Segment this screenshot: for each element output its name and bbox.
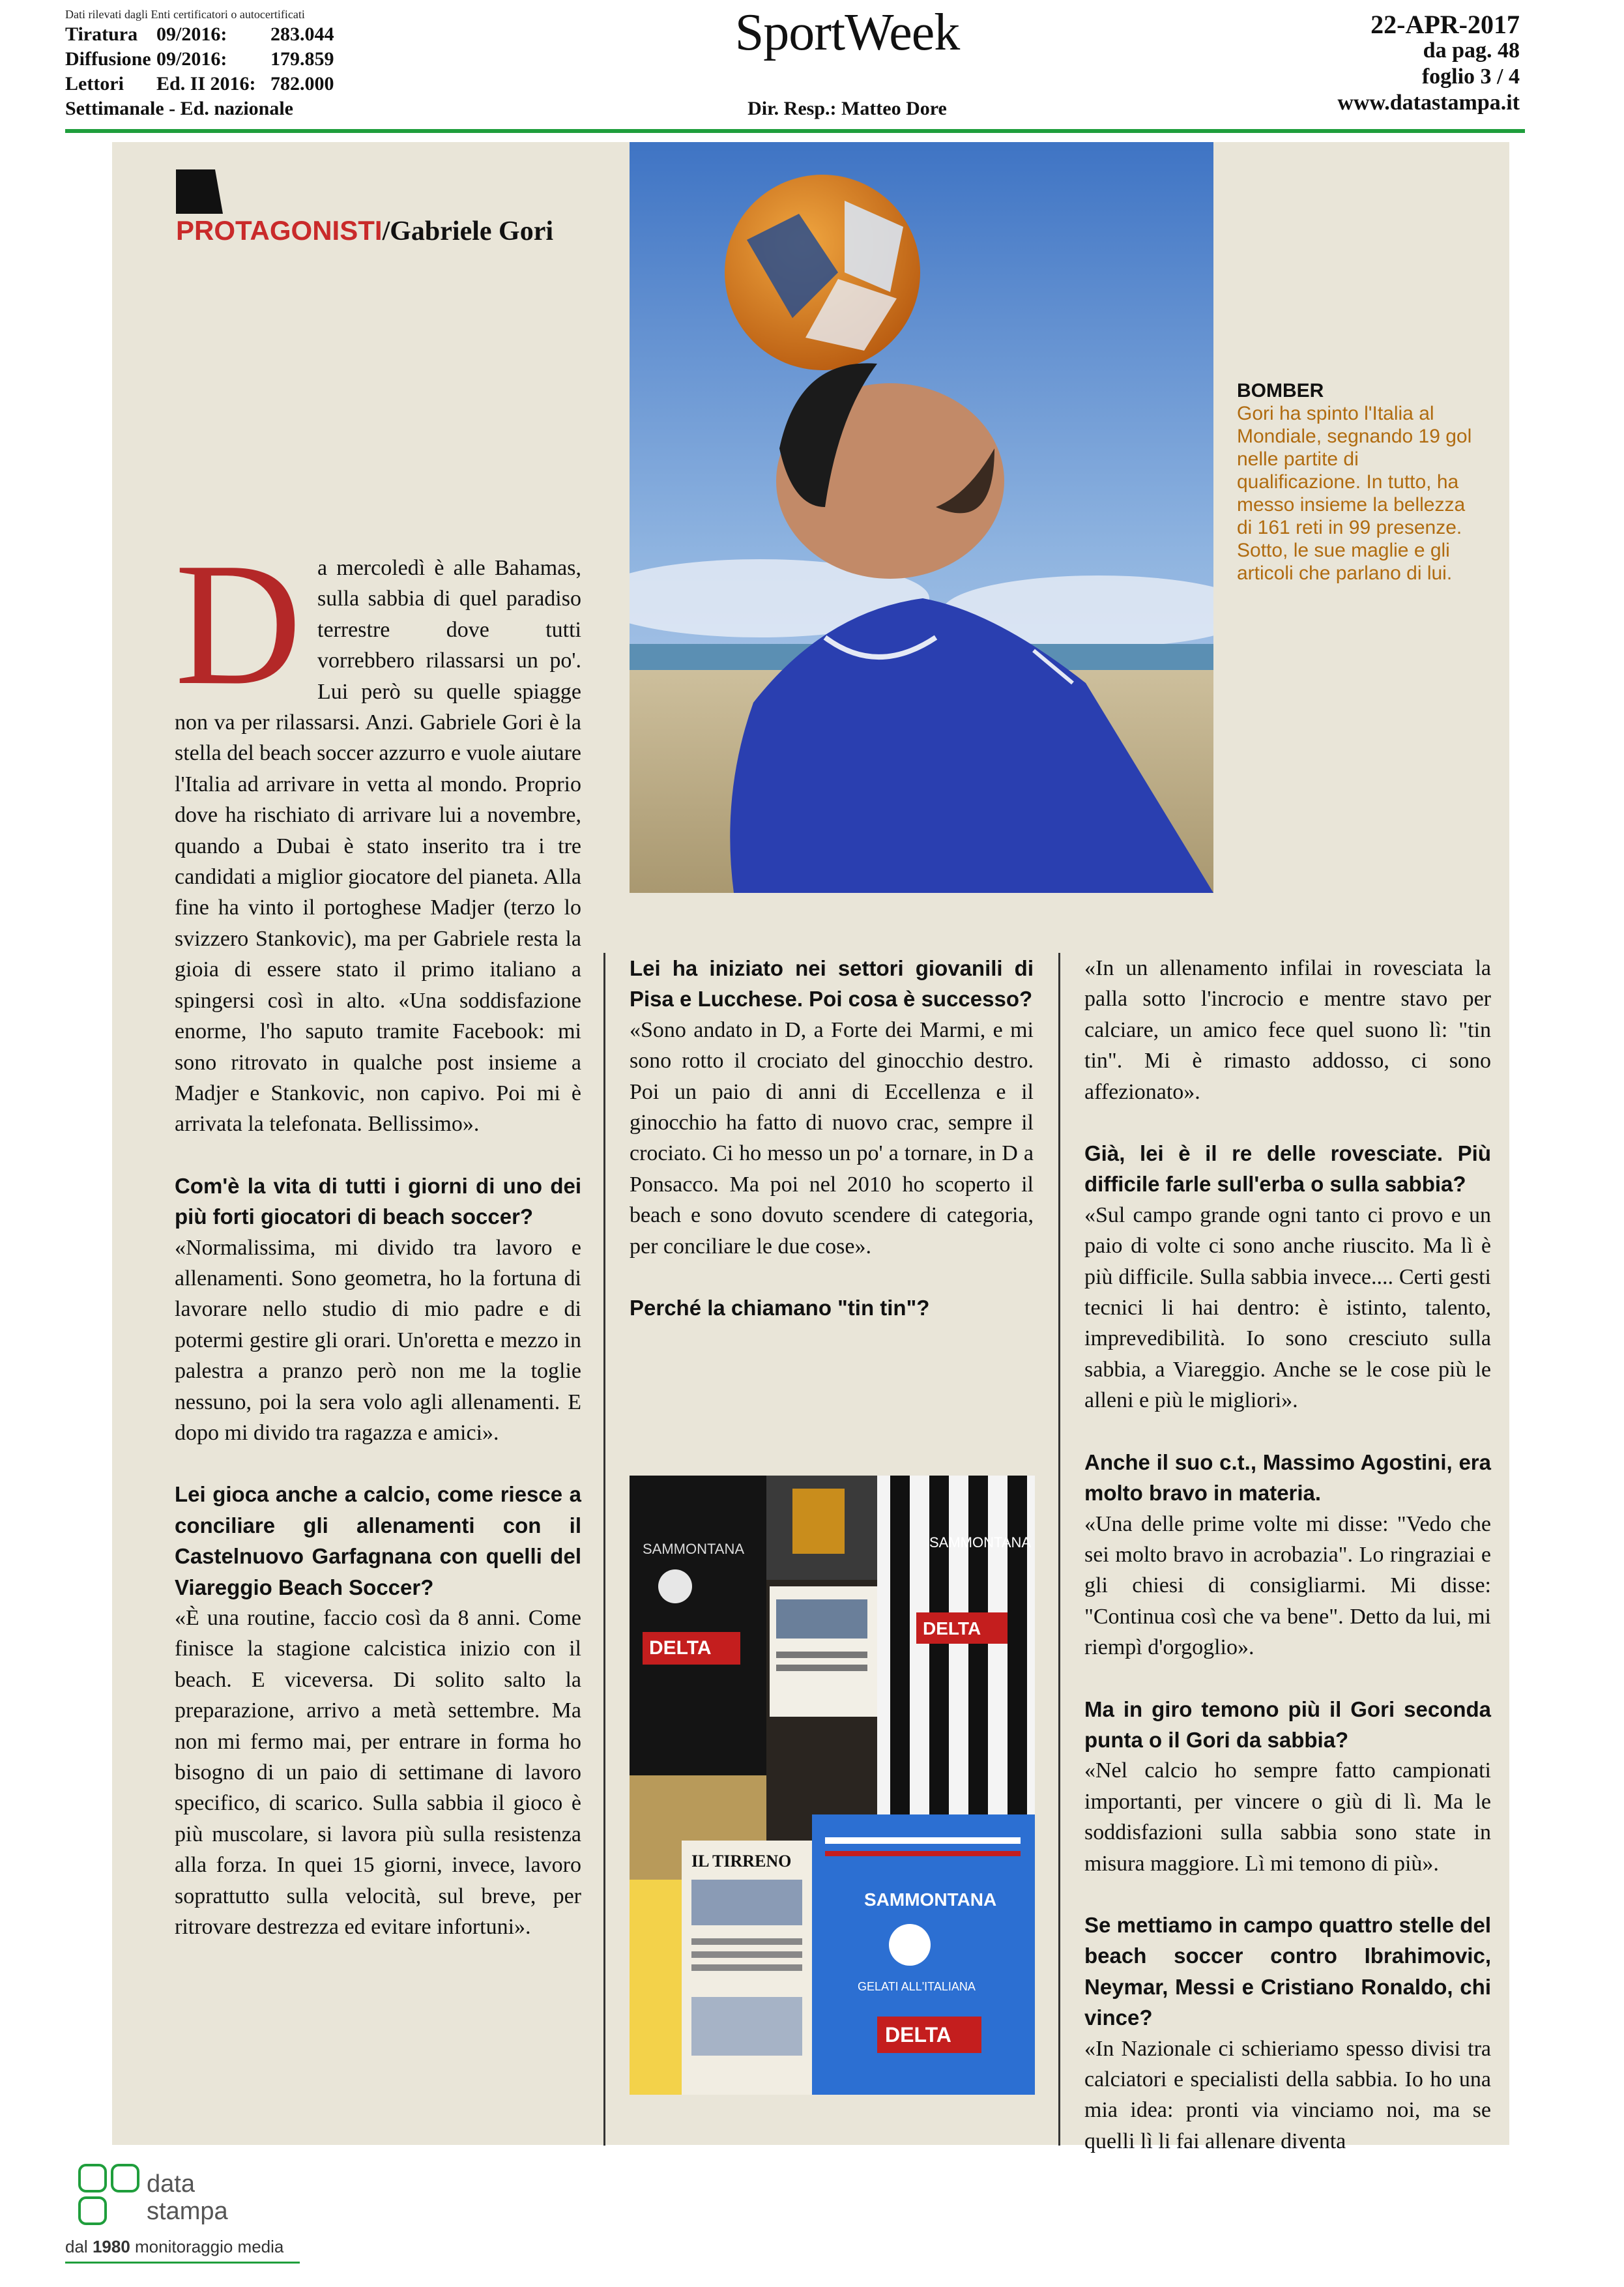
interview-question: Già, lei è il re delle rovesciate. Più difficile farle sull'erba o sulla sabbia? xyxy=(1084,1141,1491,1197)
shirts-photo xyxy=(630,1476,1035,2095)
interview-question: Lei ha iniziato nei settori giovanili di Pisa e Lucchese. Poi cosa è successo? xyxy=(630,956,1034,1012)
tagline-suffix: monitoraggio media xyxy=(135,2237,284,2256)
interview-answer: «Normalissima, mi divido tra lavoro e allenamenti. Sono geometra, ho la fortuna di lavorare nello studio di mio padre e di potermi gestire gli orari. Un'oretta e mezzo in palestra a pranzo però non me la toglie nessuno, poi la sera volo agli allenamenti. E dopo mi divido tra ragazza e amici». xyxy=(175,1235,581,1445)
certification-note: Dati rilevati dagli Enti certificatori o autocertificati xyxy=(65,8,305,21)
tagline-year: 1980 xyxy=(92,2237,130,2256)
header-center xyxy=(652,0,1043,120)
stat-row xyxy=(65,22,456,47)
interview-answer: «Sul campo grande ogni tanto ci provo e un paio di volte ci sono anche riuscito. Ma lì è più difficile. Sulla sabbia invece.... Certi gesti tecnici li hai dentro: è istinto, talento, imprevedibilità. Io sono cresciuto sulla sabbia, a Viareggio. Anche se le cose più le alleni e più le migliori». xyxy=(1084,1202,1491,1413)
sheet-ref: foglio 3 / 4 xyxy=(1421,65,1520,89)
stat-label: Tiratura xyxy=(65,23,138,45)
page-ref: da pag. 48 xyxy=(1423,38,1520,63)
photo-caption xyxy=(1237,379,1485,585)
interview-question: Lei gioca anche a calcio, come riesce a conciliare gli allenamenti con il Castelnuovo Garfagnana con quelli del Viareggio Beach Soccer? xyxy=(175,1482,581,1599)
header-stats xyxy=(65,7,456,121)
brand-line: stampa xyxy=(147,2198,228,2225)
shirt-label: DELTA xyxy=(885,2023,951,2047)
stat-value: 179.859 xyxy=(270,48,334,70)
drop-cap: D xyxy=(175,527,302,721)
interview-answer: «È una routine, faccio così da 8 anni. Come finisce la stagione calcistica inizio con il beach. E viceversa. Di solito salto la preparazione, arrivo a metà settembre. Ma non mi fermo mai, per entrare in forma ho bisogno di un paio di settimane di lavoro specifico, di scarico. Sulla sabbia il gioco è più muscolare, si lavora più sulla resistenza alla forza. In quei 15 giorni, invece, lavoro soprattutto sulla velocità, sul breve, per ritrovare destrezza ed evitare infortuni». xyxy=(175,1606,581,1940)
website-link[interactable]: www.datastampa.it xyxy=(1337,91,1520,115)
stat-row xyxy=(65,47,456,72)
article-subject: /Gabriele Gori xyxy=(382,216,554,246)
stat-period: 09/2016: xyxy=(156,23,227,45)
masthead: SportWeek xyxy=(734,4,960,61)
shirt-label: DELTA xyxy=(649,1637,712,1659)
interview-answer: «In Nazionale ci schieriamo spesso divisi tra calciatori e specialisti della sabbia. Io ho una mia idea: pronti via vinciamo noi, ma se quelli lì li fai allenare diventa xyxy=(1084,2036,1491,2153)
section-heading xyxy=(176,215,553,247)
tagline-prefix: dal xyxy=(65,2237,88,2256)
footer-underline xyxy=(65,2262,300,2264)
edition-label: Settimanale - Ed. nazionale xyxy=(65,98,293,119)
stat-label: Diffusione xyxy=(65,48,151,70)
shirt-label: SAMMONTANA xyxy=(864,1889,997,1910)
shirt-label: SAMMONTANA xyxy=(929,1534,1032,1551)
interview-question: Com'è la vita di tutti i giorni di uno dei più forti giocatori di beach soccer? xyxy=(175,1173,581,1229)
stat-period: 09/2016: xyxy=(156,48,227,70)
shirt-label: GELATI ALL'ITALIANA xyxy=(858,1980,976,1993)
brand-tagline xyxy=(65,2237,283,2257)
interview-question: Se mettiamo in campo quattro stelle del beach soccer contro Ibrahimovic, Neymar, Messi e Cristiano Ronaldo, chi vince? xyxy=(1084,1912,1491,2030)
header-meta xyxy=(1337,12,1520,116)
interview-question: Anche il suo c.t., Massimo Agostini, era molto bravo in materia. xyxy=(1084,1449,1491,1506)
article-intro: a mercoledì è alle Bahamas, sulla sabbia di quel paradiso terrestre dove tutti vorrebbero rilassarsi un po'. Lui però su quelle spiagge non va per rilassarsi. Anzi. Gabriele Gori è la stella del beach soccer azzurro e vuole aiutare l'Italia ad arrivare in vetta al mondo. Proprio dove ha rischiato di arrivare lui a novembre, quando a Dubai è stato inserito tra i tre candidati a miglior giocatore del pianeta. Alla fine ha vinto il portoghese Madjer (terzo lo svizzero Stankovic), ma per Gabriele resta la gioia di essere stato il primo italiano a spingersi così in alto. «Una soddisfazione enorme, l'ho saputo tramite Facebook: mi sono ritrovato in qualche post insieme a Madjer e Stankovic, non capivo. Poi mi è arrivata la telefonata. Bellissimo». xyxy=(175,556,581,1137)
newspaper-masthead: IL TIRRENO xyxy=(691,1852,792,1871)
header-divider xyxy=(65,129,1525,133)
stat-row xyxy=(65,72,456,96)
interview-answer: «Una delle prime volte mi disse: "Vedo che sei molto bravo in acrobazia". Lo ringraziai e gli chiesi di consigliarmi. Mi disse: "Continua così che va bene". Detto da lui, mi riempì d'orgoglio». xyxy=(1084,1511,1491,1660)
shirt-label: DELTA xyxy=(923,1618,981,1639)
datastampa-logo-icon xyxy=(78,2164,143,2229)
caption-title: BOMBER xyxy=(1237,380,1324,401)
interview-answer: «Nel calcio ho sempre fatto campionati importanti, per vincere o giù di lì. Ma le soddisfazioni sulla sabbia sono state in misura maggiore. Lì mi temono di più». xyxy=(1084,1758,1491,1876)
shirt-label: SAMMONTANA xyxy=(643,1541,745,1557)
caption-text: Gori ha spinto l'Italia al Mondiale, segnando 19 gol nelle partite di qualificazione. In tutto, ha messo insieme la bellezza di 161 reti in 99 presenze. Sotto, le sue maglie e gli articoli che parlano di lui. xyxy=(1237,403,1472,584)
article-column-3 xyxy=(1084,953,1491,2157)
stat-label: Lettori xyxy=(65,73,124,95)
interview-question: Perché la chiamano "tin tin"? xyxy=(630,1296,930,1320)
column-divider xyxy=(603,953,605,2146)
article-column-1 xyxy=(175,527,581,1942)
column-divider xyxy=(1058,953,1060,2146)
interview-answer: «Sono andato in D, a Forte dei Marmi, e mi sono rotto il crociato del ginocchio destro. Poi un paio di anni di Eccellenza e il ginocchio ha fatto di nuovo crac, sempre il crociato. Ci ho messo un po' a tornare, in D a Ponsacco. Ma poi nel 2010 ho scoperto il beach e sono dovuto scendere di categoria, per conciliare le due cose». xyxy=(630,1017,1034,1259)
brand-name xyxy=(147,2170,228,2225)
interview-question: Ma in giro temono più il Gori seconda punta o il Gori da sabbia? xyxy=(1084,1697,1491,1752)
section-logo-icon xyxy=(176,169,239,214)
stat-value: 782.000 xyxy=(270,73,334,95)
stat-value: 283.044 xyxy=(270,23,334,45)
interview-answer: «In un allenamento infilai in rovesciata la palla sotto l'incrocio e mentre stavo per calciare, un amico fece quel suono lì: "tin tin". Mi è rimasto addosso, ci sono affezionato». xyxy=(1084,956,1491,1104)
article-column-2 xyxy=(630,953,1034,1323)
stat-period: Ed. II 2016: xyxy=(156,73,256,95)
hero-photo xyxy=(630,142,1213,893)
issue-date: 22-APR-2017 xyxy=(1370,10,1520,39)
director-line: Dir. Resp.: Matteo Dore xyxy=(747,98,947,119)
brand-line: data xyxy=(147,2170,195,2198)
section-name: PROTAGONISTI xyxy=(176,215,383,246)
